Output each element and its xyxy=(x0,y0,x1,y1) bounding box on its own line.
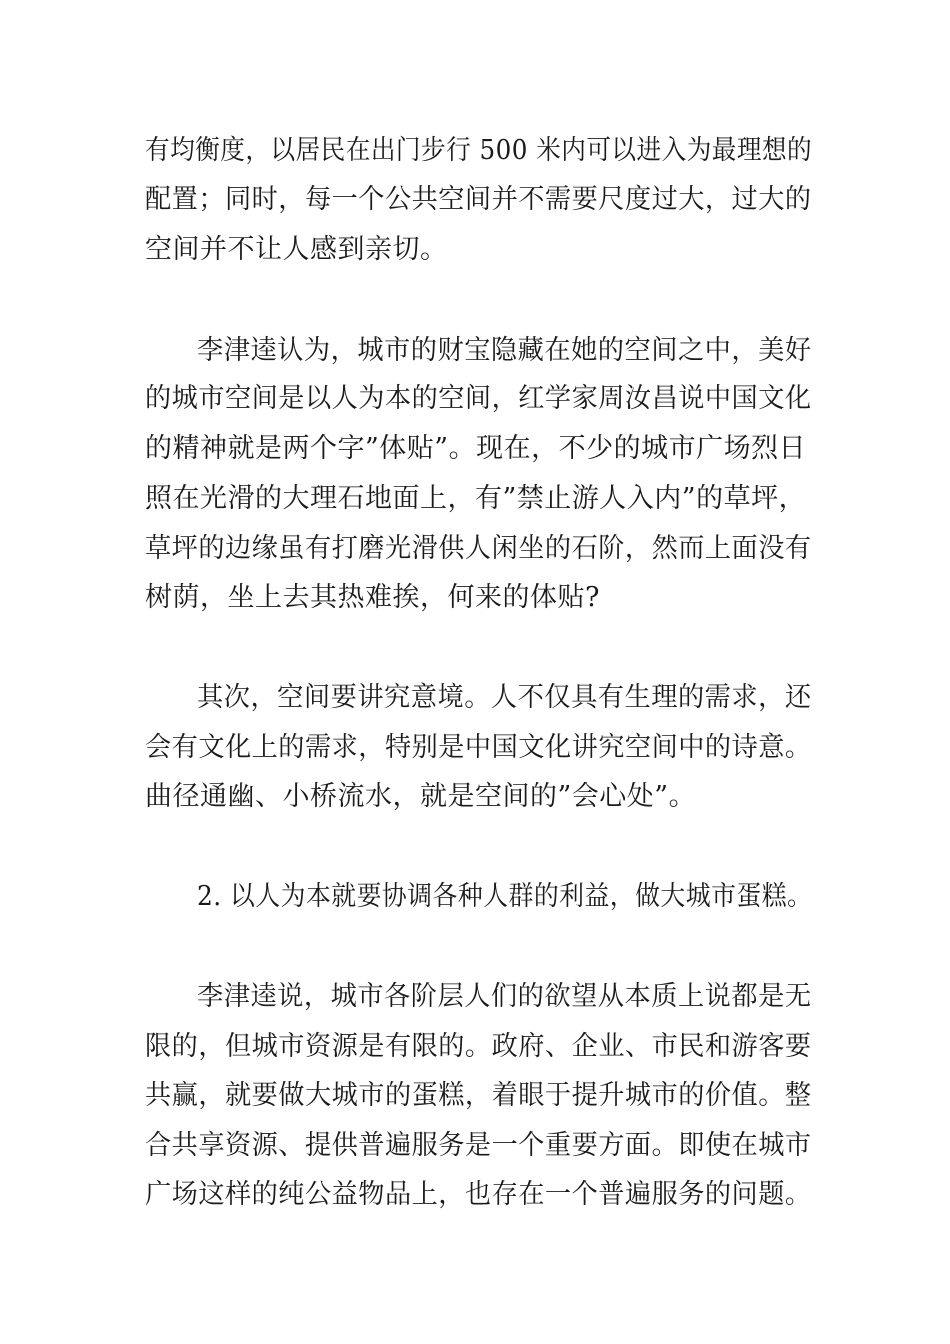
text-line: 其次，空间要讲究意境。人不仅具有生理的需求，还 xyxy=(197,682,812,713)
text-line: 照在光滑的大理石地面上，有”禁止游人入内”的草坪， xyxy=(145,483,807,514)
text-line: 广场这样的纯公益物品上，也存在一个普遍服务的问题。 xyxy=(145,1179,812,1210)
text-line: 空间并不让人感到亲切。 xyxy=(145,234,448,265)
text-line: 树荫，坐上去其热难挨，何来的体贴? xyxy=(145,582,600,613)
text-line: 草坪的边缘虽有打磨光滑供人闲坐的石阶，然而上面没有 xyxy=(145,533,812,564)
text-line: 的城市空间是以人为本的空间，红学家周汝昌说中国文化 xyxy=(145,383,812,414)
heading-line: 2. 以人为本就要协调各种人群的利益，做大城市蛋糕。 xyxy=(197,881,813,912)
text-line: 会有文化上的需求，特别是中国文化讲究空间中的诗意。 xyxy=(145,732,812,763)
text-line: 李津逵认为，城市的财宝隐藏在她的空间之中，美好 xyxy=(197,335,812,366)
text-line: 的精神就是两个字”体贴”。现在，不少的城市广场烈日 xyxy=(145,433,807,464)
text-line: 配置；同时，每一个公共空间并不需要尺度过大，过大的 xyxy=(145,184,812,215)
text-line: 有均衡度，以居民在出门步行 500 米内可以进入为最理想的 xyxy=(145,135,813,166)
text-line: 限的，但城市资源是有限的。政府、企业、市民和游客要 xyxy=(145,1031,812,1062)
text-line: 李津逵说，城市各阶层人们的欲望从本质上说都是无 xyxy=(197,981,812,1012)
text-line: 曲径通幽、小桥流水，就是空间的”会心处”。 xyxy=(145,781,697,812)
text-line: 合共享资源、提供普遍服务是一个重要方面。即使在城市 xyxy=(145,1130,812,1161)
text-line: 共赢，就要做大城市的蛋糕，着眼于提升城市的价值。整 xyxy=(145,1080,812,1111)
